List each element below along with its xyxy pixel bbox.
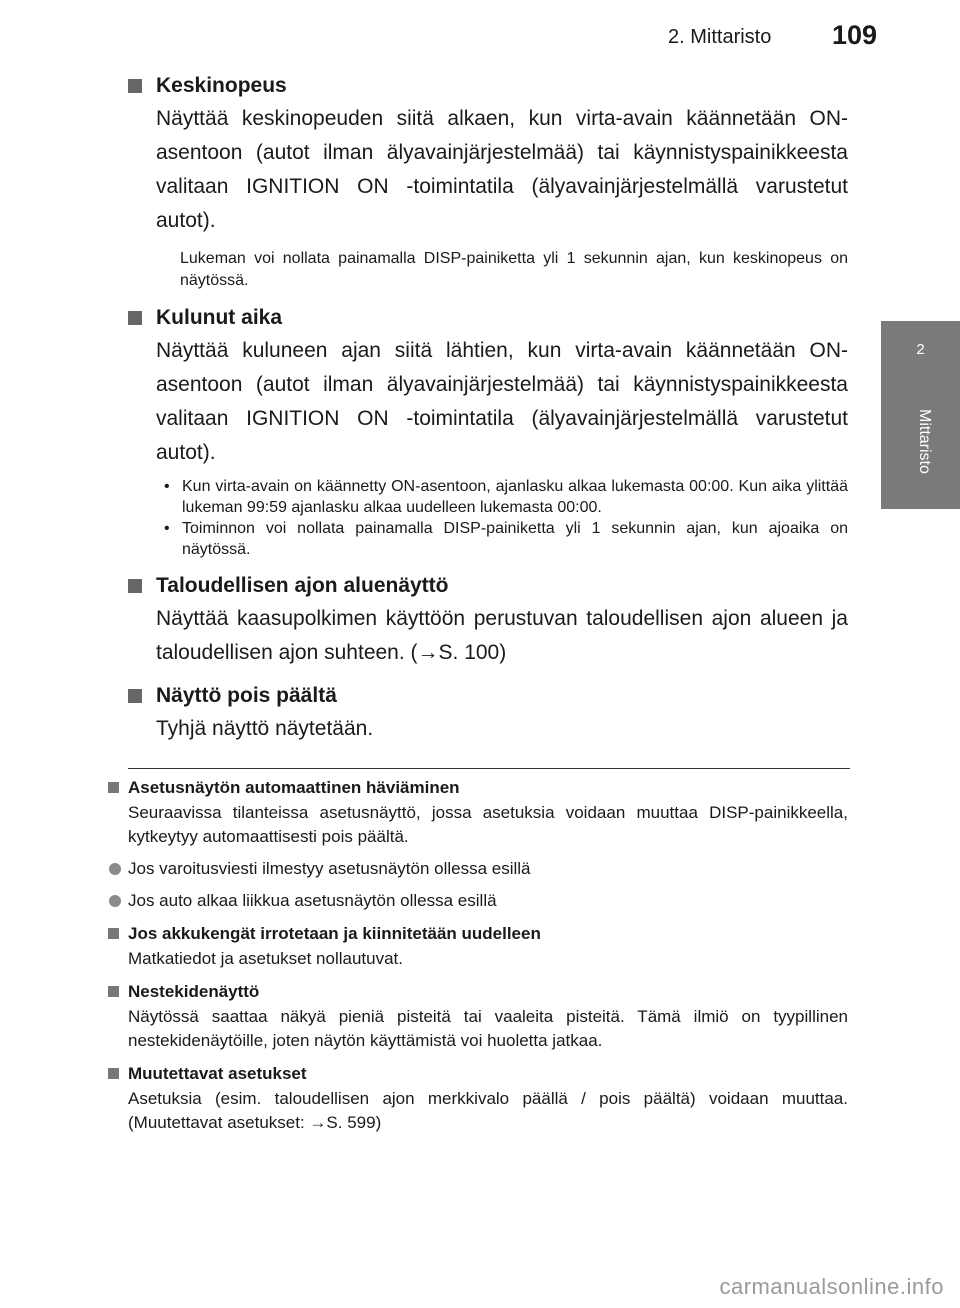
note-body: Matkatiedot ja asetukset nollautuvat. (128, 949, 403, 968)
note-body: Näytössä saattaa näkyä pieniä pisteitä tai vaaleita pisteitä. Tämä ilmiö on tyypillinen nestekidenäytöille, joten näytön käyttämistä voi huoletta jatkaa. (128, 1007, 848, 1050)
note-body: Seuraavissa tilanteissa asetusnäyttö, jossa asetuksia voidaan muuttaa DISP-painikkeella, kytkeytyy automaattisesti pois päältä. (128, 803, 848, 846)
square-bullet-icon (128, 311, 142, 325)
section-note: Lukeman voi nollata painamalla DISP-painiketta yli 1 sekunnin ajan, kun keskinopeus on näytössä. (180, 250, 848, 289)
note-title: Nestekidenäyttö (128, 982, 260, 1001)
section-body: Näyttää kuluneen ajan siitä lähtien, kun virta-avain käännetään ON-asentoon (autot ilman älyavainjärjestelmää) tai käynnistyspainikkeesta valitaan IGNITION ON -toimintatila (älyavainjärjestelmällä varustetut autot). (156, 339, 848, 464)
watermark: carmanualsonline.info (719, 1274, 944, 1299)
note-title: Jos akkukengät irrotetaan ja kiinnitetään uudelleen (128, 924, 541, 943)
list-item (108, 857, 848, 881)
square-bullet-icon (108, 986, 119, 997)
section-heading (128, 70, 848, 102)
note-heading (108, 921, 848, 947)
list-item-text: Jos auto alkaa liikkua asetusnäytön ollessa esillä (128, 891, 497, 910)
page-number: 109 (832, 20, 878, 50)
square-bullet-icon (128, 579, 142, 593)
section-title: Keskinopeus (156, 74, 287, 97)
list-item (108, 889, 848, 913)
section-body: Tyhjä näyttö näytetään. (156, 717, 374, 740)
note-heading (108, 1061, 848, 1087)
bullet-list (164, 476, 848, 560)
chapter-tab-label: Mittaristo (916, 409, 933, 474)
note-title: Asetusnäytön automaattinen häviäminen (128, 778, 460, 797)
note-body: Asetuksia (esim. taloudellisen ajon merkkivalo päällä / pois päältä) voidaan muuttaa. (Muutettavat asetukset: →S. 599) (128, 1089, 848, 1132)
square-bullet-icon (108, 1068, 119, 1079)
section-title: Näyttö pois päältä (156, 684, 337, 707)
square-bullet-icon (108, 928, 119, 939)
note-heading (108, 775, 848, 801)
list-item: • Kun virta-avain on käännetty ON-asentoon, ajanlasku alkaa lukemasta 00:00. Kun aika ylittää lukeman 99:59 ajanlasku alkaa uudelleen lukemasta 00:00. (164, 476, 848, 518)
chapter-tab-number: 2 (916, 341, 925, 358)
square-bullet-icon (108, 782, 119, 793)
page-content (128, 70, 848, 1135)
circle-bullet-icon (109, 863, 121, 875)
chapter-title: 2. Mittaristo (668, 26, 772, 48)
square-bullet-icon (128, 79, 142, 93)
list-item-text: Jos varoitusviesti ilmestyy asetusnäytön ollessa esillä (128, 859, 531, 878)
note-heading (108, 979, 848, 1005)
square-bullet-icon (128, 689, 142, 703)
list-item: • Toiminnon voi nollata painamalla DISP-painiketta yli 1 sekunnin ajan, kun ajoaika on näytössä. (164, 518, 848, 560)
chapter-tab (881, 321, 960, 509)
section-body: Näyttää keskinopeuden siitä alkaen, kun virta-avain käännetään ON-asentoon (autot ilman älyavainjärjestelmää) tai käynnistyspainikkeesta valitaan IGNITION ON -toimintatila (älyavainjärjestelmällä varustetut autot). (156, 107, 848, 232)
section-body: Näyttää kaasupolkimen käyttöön perustuvan taloudellisen ajon alueen ja taloudellisen ajon suhteen. (→S. 100) (156, 607, 848, 664)
section-heading (128, 680, 848, 712)
section-heading (128, 302, 848, 334)
section-heading (128, 570, 848, 602)
section-title: Taloudellisen ajon aluenäyttö (156, 574, 449, 597)
circle-bullet-icon (109, 895, 121, 907)
divider (128, 768, 850, 769)
section-title: Kulunut aika (156, 306, 283, 329)
note-title: Muutettavat asetukset (128, 1064, 307, 1083)
